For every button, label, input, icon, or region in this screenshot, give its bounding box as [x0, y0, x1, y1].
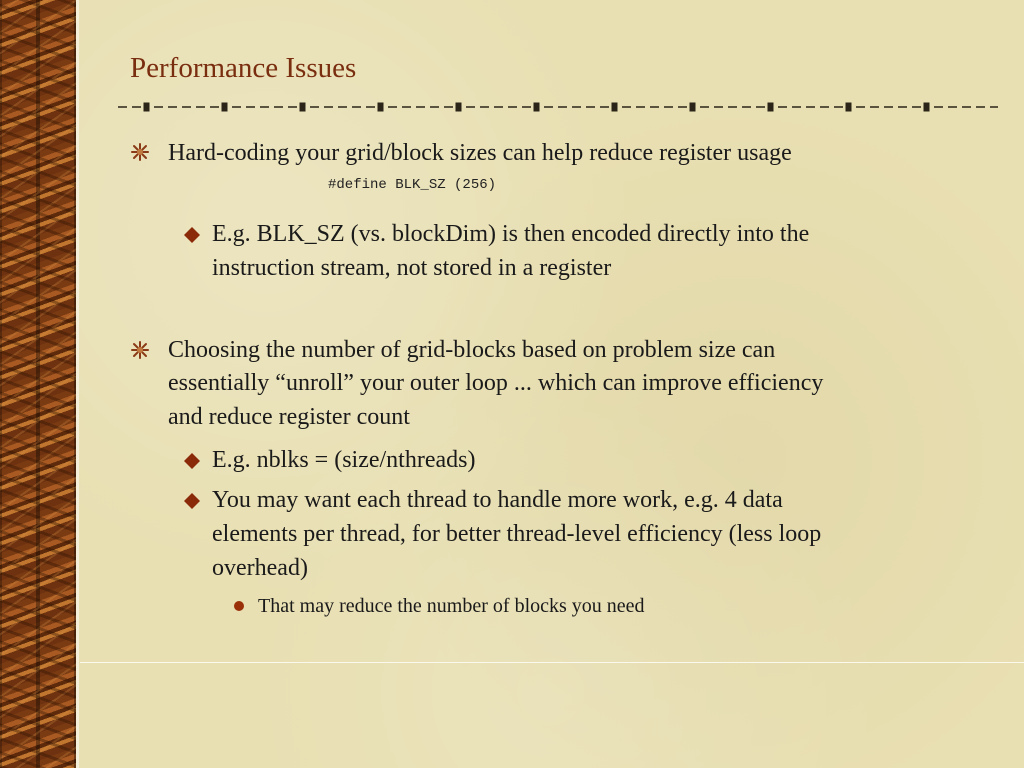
sub-bullet-1-line-2: instruction stream, not stored in a register [212, 255, 612, 281]
slide-title: Performance Issues [130, 52, 357, 84]
sub-bullet-3-line-2: elements per thread, for better thread-level efficiency (less loop [212, 521, 822, 547]
bullet-2-line-1: Choosing the number of grid-blocks based on problem size can [168, 337, 776, 363]
diamond-icon [183, 492, 201, 510]
diamond-icon [183, 452, 201, 470]
sub-bullet-2-text: E.g. nblks = (size/nthreads) [212, 447, 476, 473]
bullet-2-line-3: and reduce register count [168, 404, 410, 430]
round-dot-icon [233, 600, 245, 612]
sub-sub-bullet-text: That may reduce the number of blocks you need [258, 595, 645, 617]
diamond-icon [183, 226, 201, 244]
star-burst-icon [131, 341, 149, 359]
strip-edge-line [76, 0, 79, 768]
title-divider [118, 100, 998, 114]
bullet-2-line-2: essentially “unroll” your outer loop ... which can improve efficiency [168, 370, 824, 396]
code-snippet: #define BLK_SZ (256) [328, 177, 497, 193]
sub-bullet-3-line-3: overhead) [212, 555, 308, 581]
bottom-divider [80, 662, 1024, 663]
sub-bullet-3-line-1: You may want each thread to handle more work, e.g. 4 data [212, 487, 783, 513]
sub-bullet-1-line-1: E.g. BLK_SZ (vs. blockDim) is then encoded directly into the [212, 221, 810, 247]
side-strip-texture [0, 0, 78, 768]
star-burst-icon [131, 143, 149, 161]
bullet-1-text: Hard-coding your grid/block sizes can help reduce register usage [168, 140, 792, 166]
